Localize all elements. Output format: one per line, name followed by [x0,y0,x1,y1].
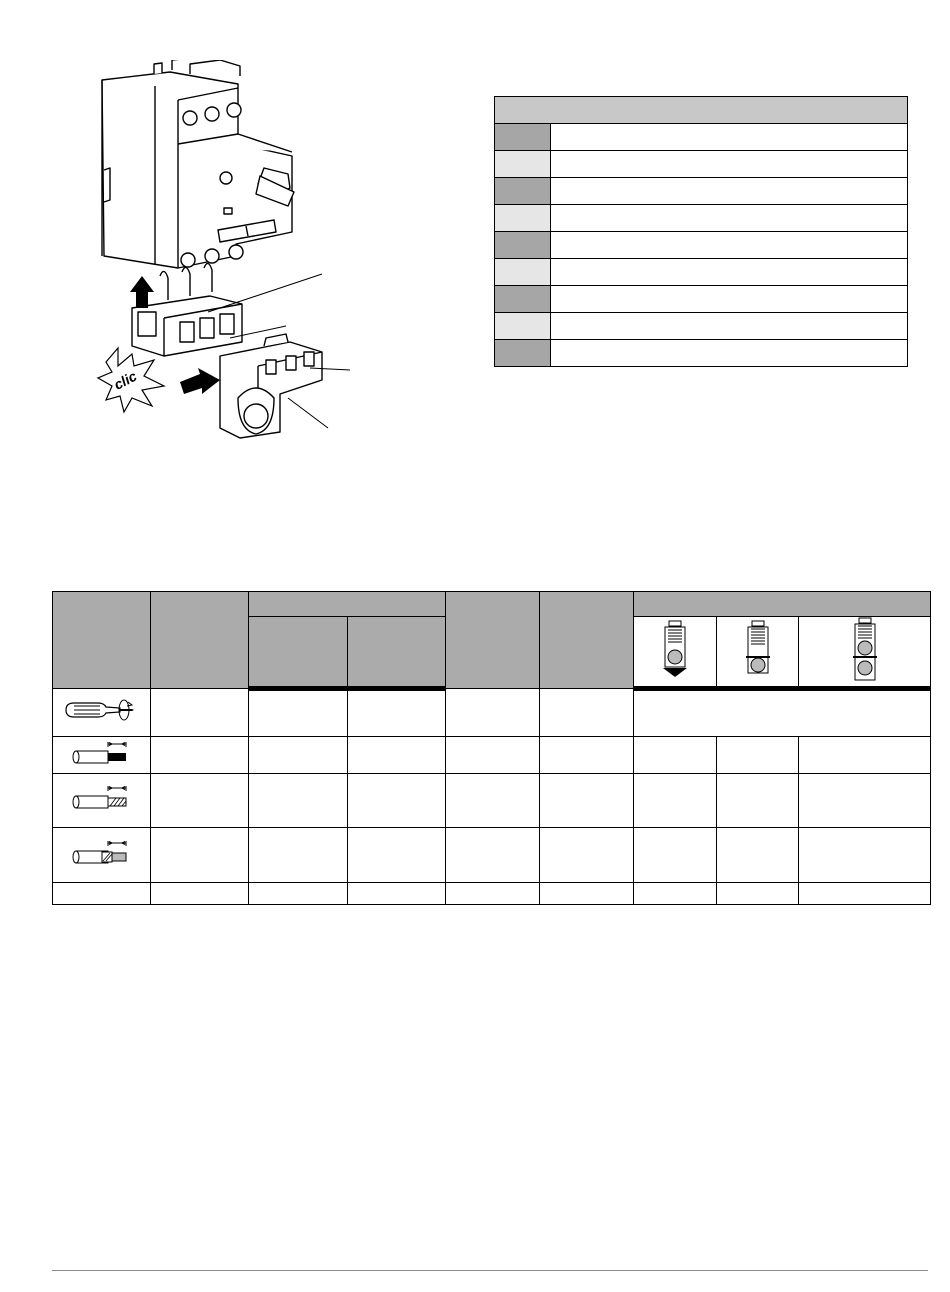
legend-swatch [495,151,551,178]
table-cell [151,774,249,828]
terminal-icon-cell [717,617,799,689]
legend-text [551,340,908,367]
table-cell [634,828,717,883]
table-cell [717,774,799,828]
legend-swatch [495,340,551,367]
table-cell [446,883,540,905]
legend-row [495,151,908,178]
legend-swatch [495,124,551,151]
legend-row [495,178,908,205]
table-cell [348,883,446,905]
legend-row [495,340,908,367]
header-cell [151,592,249,689]
legend-text [551,124,908,151]
wire-spec-table [52,591,931,905]
table-cell [348,828,446,883]
wire-icon-cell [53,828,151,883]
arrow-up-icon [130,276,154,308]
tool-icon-cell [53,689,151,737]
table-cell [249,689,348,737]
legend-text [551,313,908,340]
table-cell [799,883,931,905]
table-cell [540,737,634,774]
table-cell [540,828,634,883]
table-cell [634,689,931,737]
table-row [53,774,931,828]
terminal-single-icon [662,619,688,679]
legend-text [551,286,908,313]
legend-row [495,205,908,232]
terminal-icon-cell [634,617,717,689]
stranded-wire-icon [70,785,134,811]
wire-icon-cell [53,737,151,774]
header-cell [249,592,446,617]
table-cell [151,737,249,774]
ferrule-wire-icon [70,840,134,866]
table-cell [799,774,931,828]
table-cell [540,774,634,828]
table-cell [717,883,799,905]
legend-swatch [495,313,551,340]
legend-text [551,151,908,178]
table-cell [348,689,446,737]
header-cell [540,592,634,689]
header-row-1 [53,592,931,617]
header-cell [249,617,348,689]
arrow-right-icon [180,368,220,394]
legend-text [551,178,908,205]
legend-swatch [495,286,551,313]
solid-wire-icon [70,741,134,765]
legend-swatch [495,205,551,232]
legend-header [495,97,908,124]
table-cell [249,737,348,774]
table-cell [446,737,540,774]
table-row [53,828,931,883]
table-cell [151,828,249,883]
legend-swatch [495,259,551,286]
table-cell [348,774,446,828]
legend-row [495,313,908,340]
wire-icon-cell [53,774,151,828]
table-cell [446,774,540,828]
legend-text [551,205,908,232]
table-row [53,737,931,774]
table-cell [717,828,799,883]
legend-swatch [495,232,551,259]
header-cell [53,592,151,689]
motor-starter-illustration [60,60,360,450]
table-cell [249,828,348,883]
legend-row [495,259,908,286]
table-cell [446,828,540,883]
table-cell [540,689,634,737]
table-cell [151,689,249,737]
table-cell [634,883,717,905]
terminal-double-icon [852,617,878,681]
table-row [53,689,931,737]
footer-rule [52,1270,928,1271]
legend-header-row [495,97,908,124]
table-cell [799,828,931,883]
table-cell [799,737,931,774]
header-cell [634,592,931,617]
legend-table [494,96,908,367]
table-cell [249,774,348,828]
table-cell [151,883,249,905]
table-cell [634,737,717,774]
header-cell [348,617,446,689]
terminal-icon-cell [799,617,931,689]
legend-row [495,124,908,151]
table-cell [446,689,540,737]
table-cell [717,737,799,774]
table-cell [249,883,348,905]
legend-swatch [495,178,551,205]
header-cell [446,592,540,689]
legend-text [551,259,908,286]
table-cell [540,883,634,905]
terminal-clamp-icon [745,619,771,679]
table-cell [348,737,446,774]
legend-text [551,232,908,259]
table-cell [634,774,717,828]
screwdriver-icon [62,697,142,723]
clic-label: clic [111,367,140,393]
table-row [53,883,931,905]
legend-row [495,286,908,313]
legend-row [495,232,908,259]
table-cell [53,883,151,905]
